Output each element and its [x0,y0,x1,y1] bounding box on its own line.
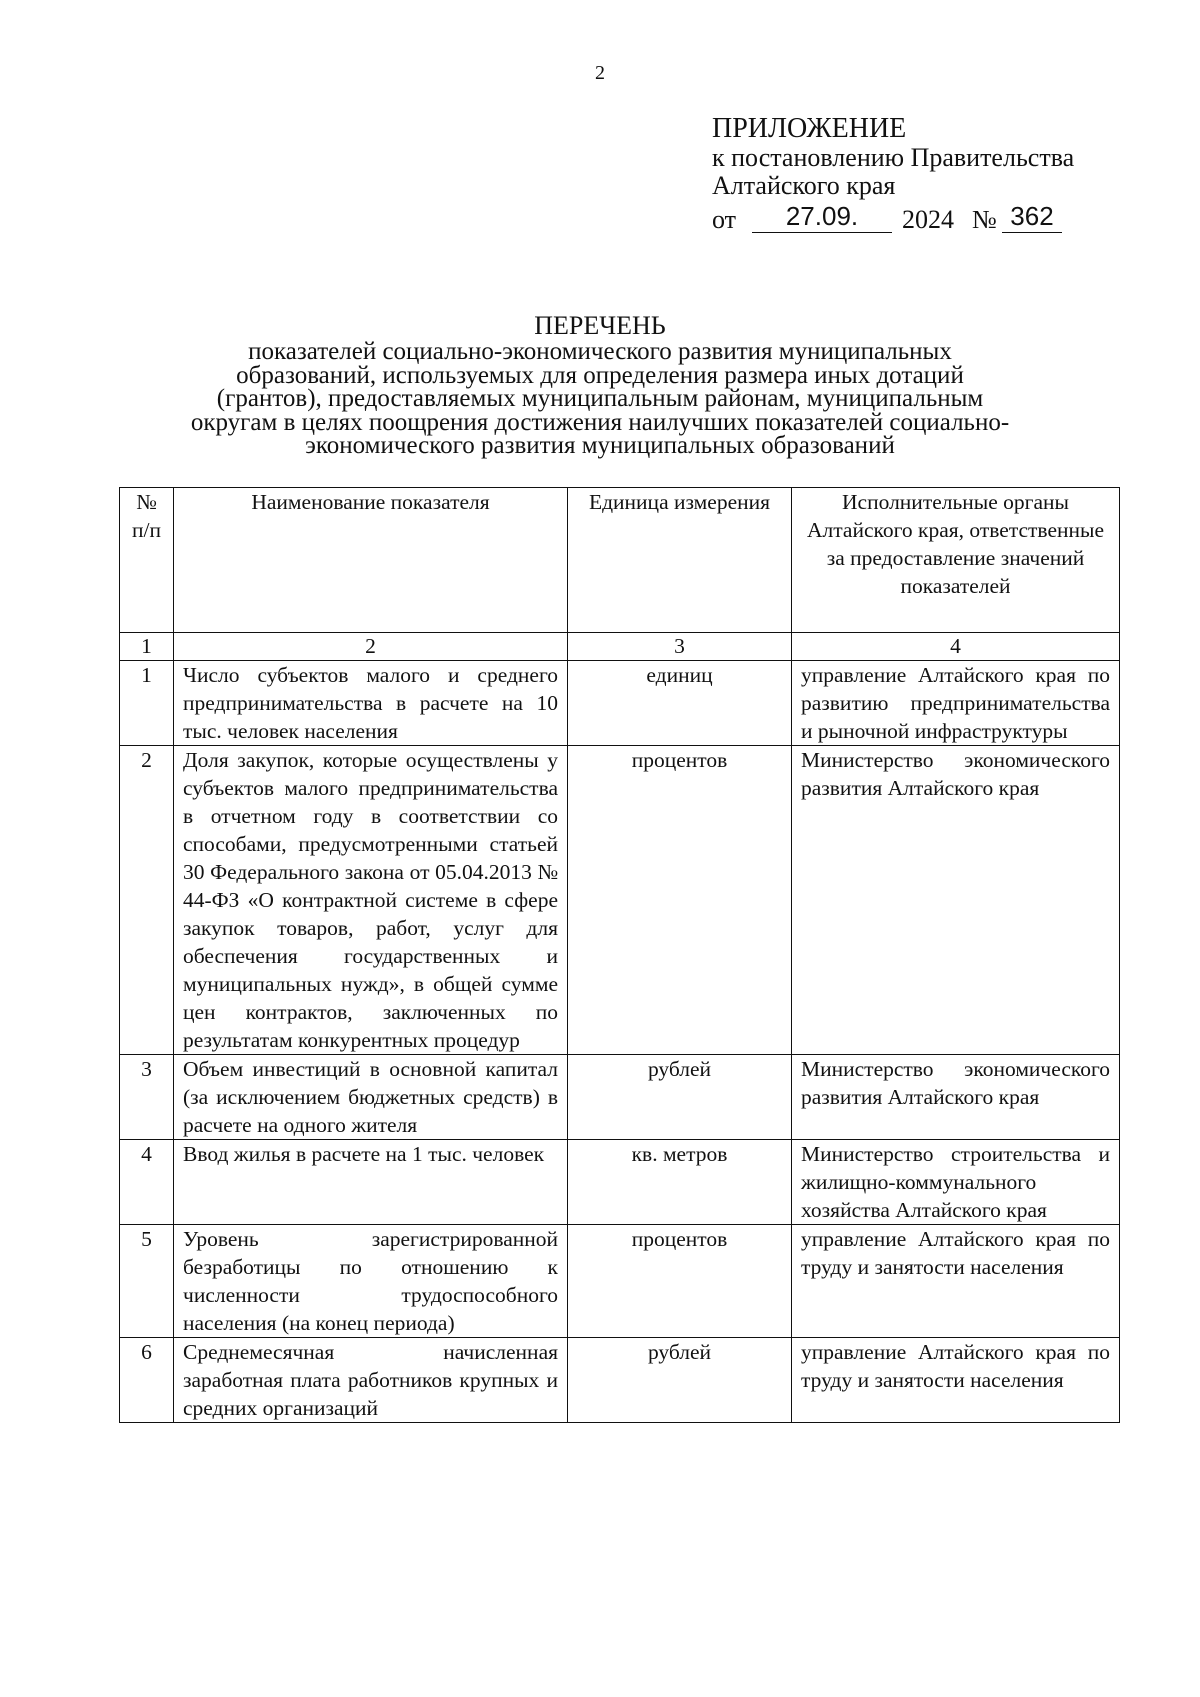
page-number: 2 [595,62,605,84]
row-unit: рублей [568,1055,792,1140]
header-org: Исполнительные органы Алтайского края, ответственные за предоставление значений показателей [792,488,1120,633]
row-unit: процентов [568,746,792,1055]
table-row [120,1225,1120,1338]
table-row [120,1338,1120,1423]
subtitle-line: образований, используемых для определения размера иных дотаций [236,361,964,389]
table-row [120,746,1120,1055]
date-prefix: от [712,205,737,234]
appendix-heading: ПРИЛОЖЕНИЕ [712,113,907,144]
row-num: 1 [120,661,174,746]
document-number: 362 [1002,200,1062,233]
document-subtitle [150,340,1050,458]
row-org: Министерство строительства и жилищно-коммунального хозяйства Алтайского края [792,1140,1120,1225]
appendix-line-2: Алтайского края [712,171,896,200]
column-number-row [120,633,1120,661]
row-name: Объем инвестиций в основной капитал (за исключением бюджетных средств) в расчете на одного жителя [174,1055,568,1140]
row-org: управление Алтайского края по труду и занятости населения [792,1225,1120,1338]
table-row [120,661,1120,746]
header-name: Наименование показателя [174,488,568,633]
header-num: № п/п [120,488,174,633]
subtitle-line: экономического развития муниципальных образований [305,432,895,459]
row-org: управление Алтайского края по труду и занятости населения [792,1338,1120,1423]
row-org: Министерство экономического развития Алтайского края [792,1055,1120,1140]
row-num: 5 [120,1225,174,1338]
document-title: ПЕРЕЧЕНЬ [534,311,666,340]
row-num: 2 [120,746,174,1055]
appendix-line-1: к постановлению Правительства [712,143,1075,172]
row-num: 4 [120,1140,174,1225]
row-num: 3 [120,1055,174,1140]
appendix-date-line [712,200,1074,236]
column-number: 2 [174,633,568,661]
column-number: 3 [568,633,792,661]
row-unit: кв. метров [568,1140,792,1225]
date-year: 2024 [902,205,954,234]
row-unit: единиц [568,661,792,746]
appendix-block [712,114,1074,236]
date-value: 27.09. [752,200,892,233]
row-name: Число субъектов малого и среднего предпринимательства в расчете на 10 тыс. человек населения [174,661,568,746]
column-number: 4 [792,633,1120,661]
table-row [120,1055,1120,1140]
subtitle-line: (грантов), предоставляемых муниципальным районам, муниципальным [216,385,984,412]
number-sign: № [972,205,997,234]
header-unit: Единица измерения [568,488,792,633]
row-name: Доля закупок, которые осуществлены у субъектов малого предпринимательства в отчетном году в соответствии со способами, предусмотренными статьей 30 Федерального закона от 05.04.2013 № 44-ФЗ «О контрактной системе в сфере закупок товаров, работ, услуг для обеспечения государственных и муниципальных нужд», в общей сумме цен контрактов, заключенных по результатам конкурентных процедур [174,746,568,1055]
row-num: 6 [120,1338,174,1423]
row-name: Уровень зарегистрированной безработицы по отношению к численности трудоспособного населения (на конец периода) [174,1225,568,1338]
table-row [120,1140,1120,1225]
subtitle-line: округам в целях поощрения достижения наилучших показателей социально- [190,408,1010,436]
row-name: Ввод жилья в расчете на 1 тыс. человек [174,1140,568,1225]
row-name: Среднемесячная начисленная заработная плата работников крупных и средних организаций [174,1338,568,1423]
row-org: Министерство экономического развития Алтайского края [792,746,1120,1055]
column-number: 1 [120,633,174,661]
table-header-row [120,488,1120,633]
subtitle-line: показателей социально-экономического развития муниципальных [248,338,952,365]
indicators-table [119,487,1120,1423]
row-unit: процентов [568,1225,792,1338]
row-unit: рублей [568,1338,792,1423]
row-org: управление Алтайского края по развитию предпринимательства и рыночной инфраструктуры [792,661,1120,746]
